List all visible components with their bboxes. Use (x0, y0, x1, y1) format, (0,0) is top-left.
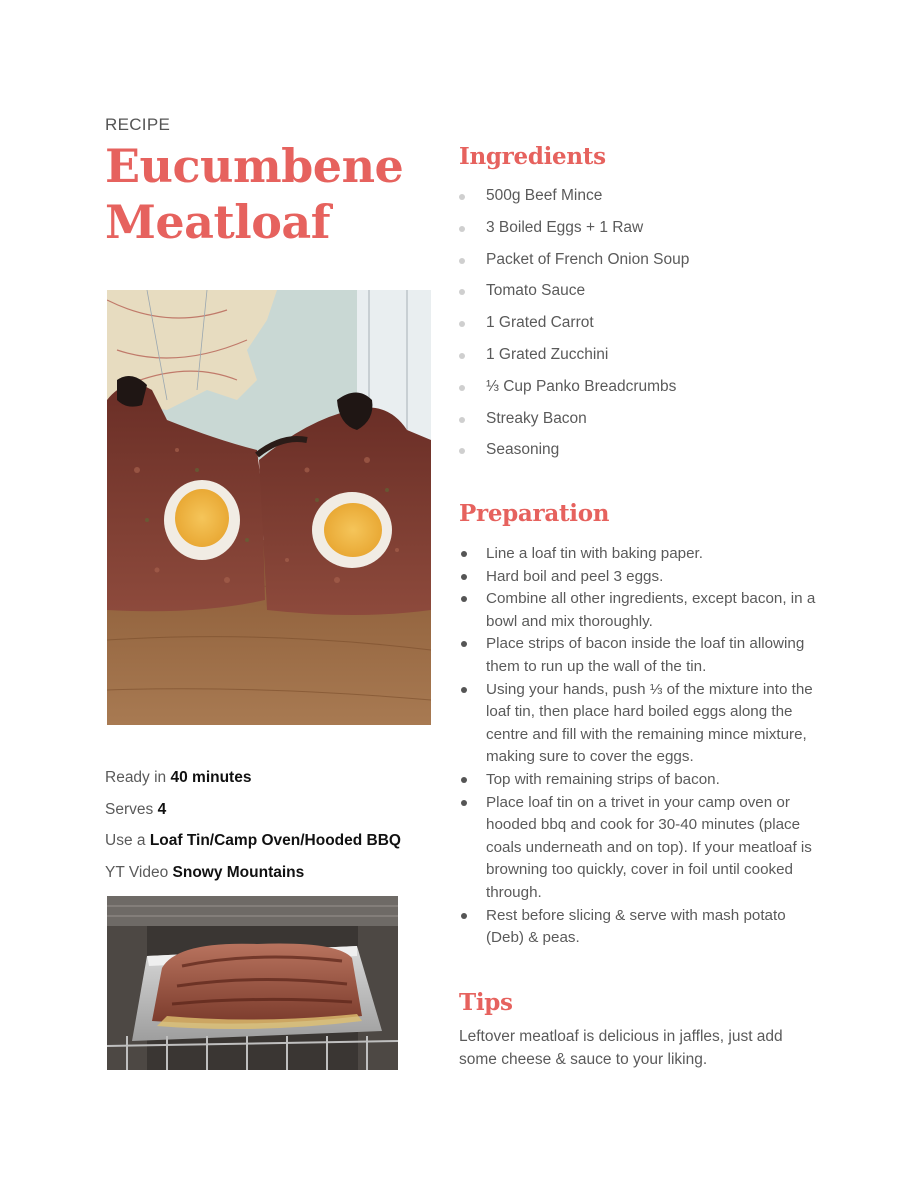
list-item: Line a loaf tin with baking paper. (459, 543, 819, 566)
list-item: 1 Grated Carrot (459, 313, 859, 345)
list-item: 500g Beef Mince (459, 186, 859, 218)
video-label: YT Video (105, 864, 173, 881)
meatloaf-pan-illustration (107, 896, 398, 1070)
list-item: Packet of French Onion Soup (459, 250, 859, 282)
meatloaf-slice-photo (107, 290, 431, 725)
tips-text: Leftover meatloaf is delicious in jaffles, just add some cheese & sauce to your liking. (459, 1028, 783, 1068)
ingredients-list (459, 186, 859, 472)
equipment (105, 832, 401, 850)
ready-value: 40 minutes (170, 769, 252, 786)
video-value[interactable]: Snowy Mountains (172, 864, 305, 881)
ingredients-heading: Ingredients (459, 143, 606, 170)
recipe-kicker: RECIPE (105, 115, 171, 134)
meatloaf-slice-illustration (107, 290, 431, 725)
list-item: Seasoning (459, 440, 859, 472)
tips-heading: Tips (459, 989, 513, 1016)
equipment-label: Use a (105, 832, 150, 849)
list-item: Hard boil and peel 3 eggs. (459, 566, 819, 589)
video-link[interactable] (105, 864, 304, 882)
list-item: Place loaf tin on a trivet in your camp oven or hooded bbq and cook for 30-40 minutes (place coals underneath and on top). If your meatloaf is browning too quickly, cover in foil until cooked through. (459, 792, 819, 905)
list-item: Using your hands, push ⅓ of the mixture into the loaf tin, then place hard boiled eggs along the centre and fill with the remaining mince mixture, making sure to cover the eggs. (459, 679, 819, 769)
equipment-value: Loaf Tin/Camp Oven/Hooded BBQ (149, 832, 401, 849)
preparation-list (459, 543, 819, 950)
list-item: 1 Grated Zucchini (459, 345, 859, 377)
list-item: Rest before slicing & serve with mash potato (Deb) & peas. (459, 905, 819, 950)
list-item: 3 Boiled Eggs + 1 Raw (459, 218, 859, 250)
serves (105, 801, 166, 819)
list-item: Combine all other ingredients, except bacon, in a bowl and mix thoroughly. (459, 588, 819, 633)
serves-value: 4 (157, 801, 167, 818)
list-item: ⅓ Cup Panko Breadcrumbs (459, 377, 859, 409)
list-item: Top with remaining strips of bacon. (459, 769, 819, 792)
recipe-title: Eucumbene Meatloaf (105, 139, 404, 249)
preparation-heading: Preparation (459, 500, 610, 527)
meatloaf-pan-photo (107, 896, 398, 1070)
ready-time (105, 769, 251, 787)
ready-label: Ready in (105, 769, 171, 786)
serves-label: Serves (105, 801, 158, 818)
list-item: Place strips of bacon inside the loaf tin allowing them to run up the wall of the tin. (459, 633, 819, 678)
list-item: Tomato Sauce (459, 281, 859, 313)
list-item: Streaky Bacon (459, 409, 859, 441)
